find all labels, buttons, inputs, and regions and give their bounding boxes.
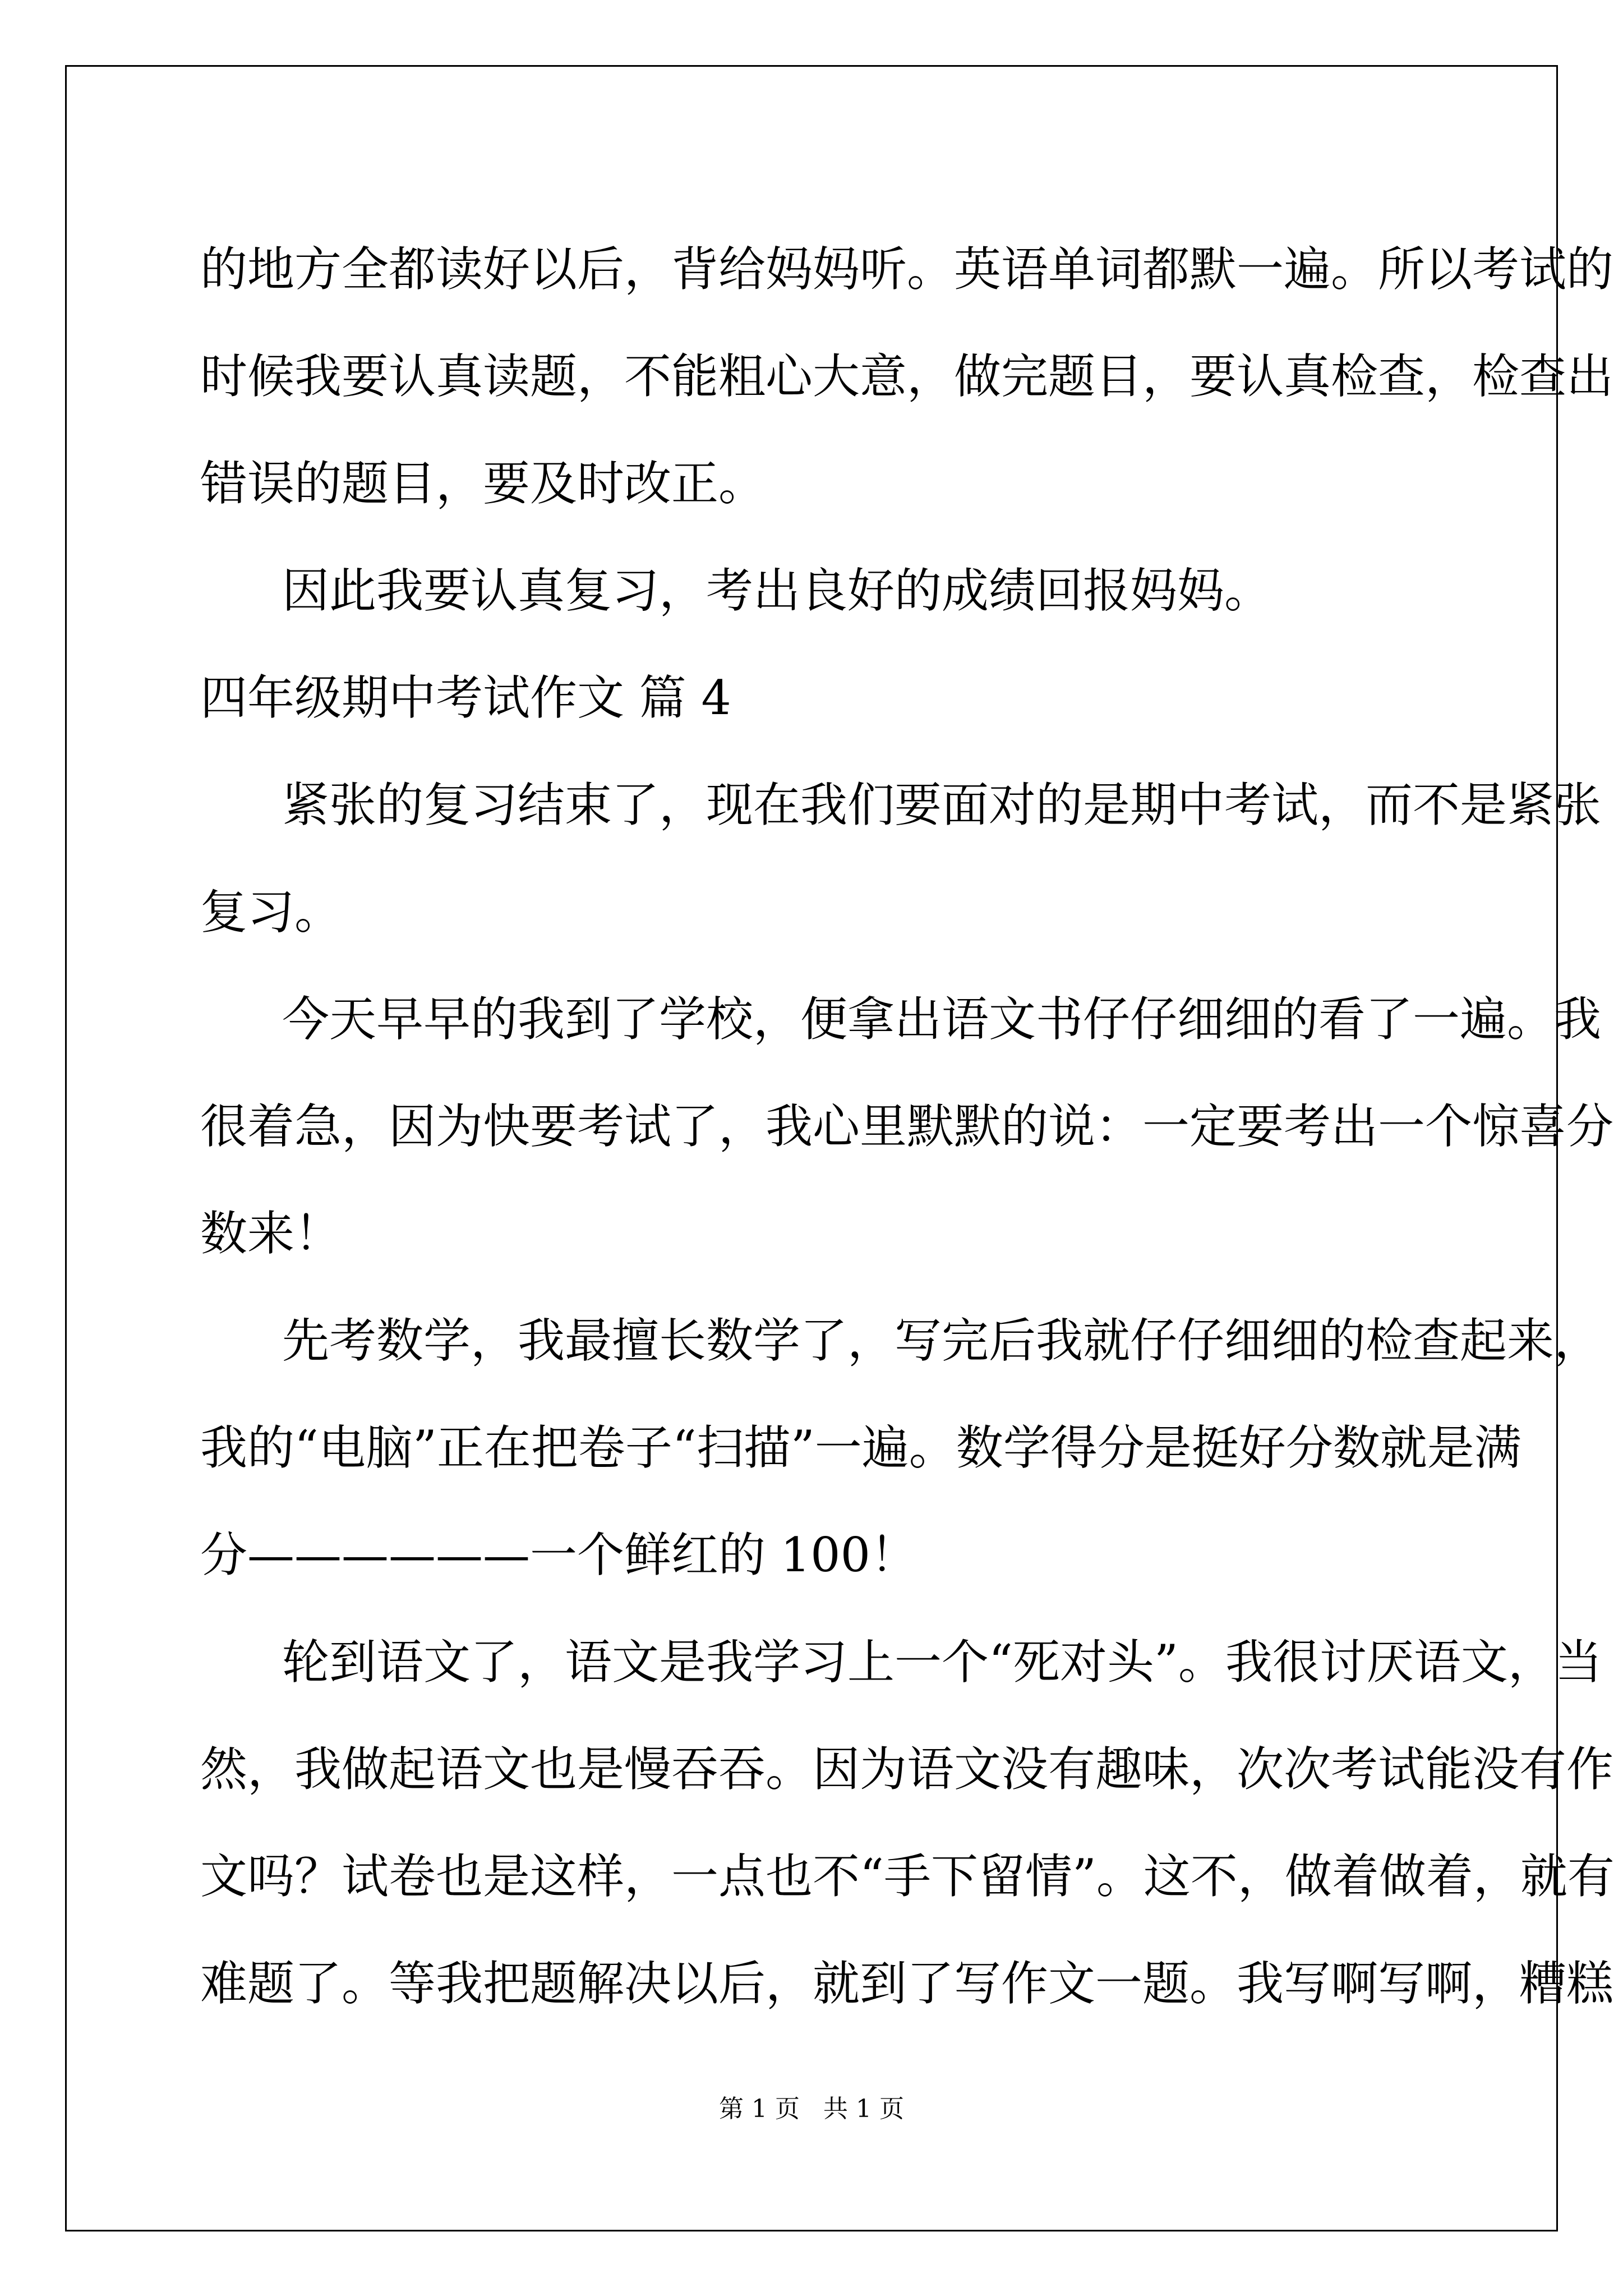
text-line: 然，我做起语文也是慢吞吞。因为语文没有趣味，次次考试能没有作 bbox=[200, 1742, 1614, 1797]
text-line: 复习。 bbox=[200, 885, 342, 940]
text-line: 文吗？试卷也是这样，一点也不“手下留情”。这不，做着做着，就有 bbox=[200, 1849, 1615, 1904]
text-line: 难题了。等我把题解决以后，就到了写作文一题。我写啊写啊，糟糕 bbox=[200, 1956, 1614, 2011]
text-line: 分——————一个鲜红的 100！ bbox=[200, 1527, 918, 1582]
text-line: 先考数学，我最擅长数学了，写完后我就仔仔细细的检查起来， bbox=[282, 1313, 1602, 1368]
page-total: 共 1 页 bbox=[823, 2095, 904, 2123]
document-body bbox=[200, 216, 1615, 2037]
text-line: 因此我要认真复习，考出良好的成绩回报妈妈。 bbox=[282, 563, 1272, 618]
text-line: 紧张的复习结束了，现在我们要面对的是期中考试，而不是紧张 bbox=[282, 777, 1602, 832]
text-line: 很着急，因为快要考试了，我心里默默的说：一定要考出一个惊喜分 bbox=[200, 1099, 1614, 1154]
text-line: 的地方全都读好以后，背给妈妈听。英语单词都默一遍。所以考试的 bbox=[200, 242, 1614, 297]
text-line: 今天早早的我到了学校，便拿出语文书仔仔细细的看了一遍。我 bbox=[282, 992, 1602, 1047]
text-line: 我的“电脑”正在把卷子“扫描”一遍。数学得分是挺好分数就是满 bbox=[200, 1420, 1521, 1475]
section-heading: 四年级期中考试作文 篇 4 bbox=[200, 670, 731, 725]
text-line: 时候我要认真读题，不能粗心大意，做完题目，要认真检查，检查出 bbox=[200, 349, 1614, 404]
text-line: 错误的题目，要及时改正。 bbox=[200, 456, 766, 511]
page-number: 第 1 页 bbox=[719, 2095, 800, 2123]
footer-separator bbox=[800, 2095, 823, 2123]
text-line: 数来！ bbox=[200, 1206, 342, 1261]
text-line: 轮到语文了，语文是我学习上一个“死对头”。我很讨厌语文，当 bbox=[282, 1635, 1602, 1690]
page-footer bbox=[0, 2092, 1623, 2126]
